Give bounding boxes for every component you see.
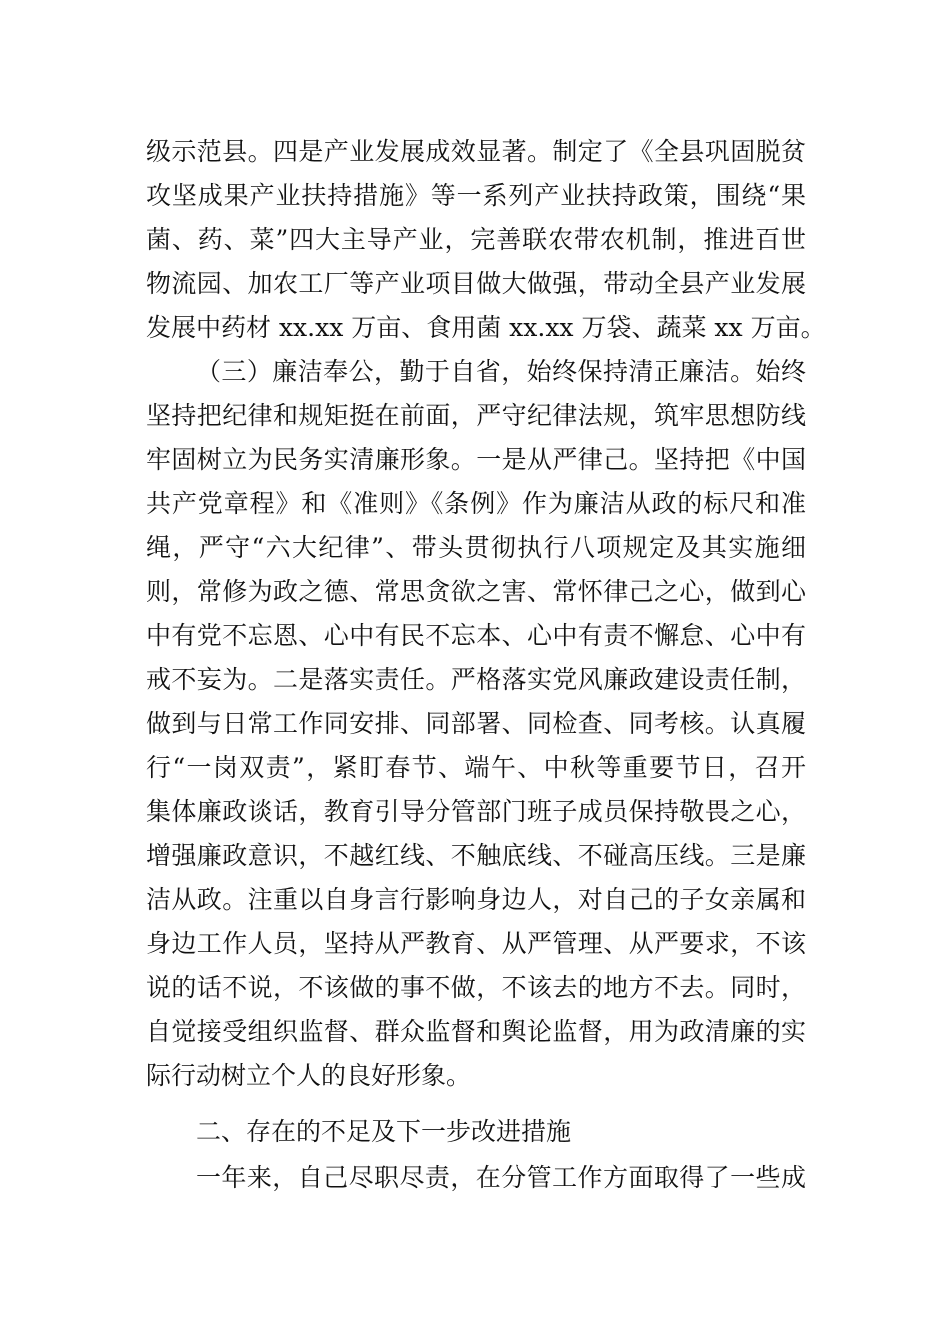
section-heading: 二、存在的不足及下一步改进措施 xyxy=(196,1117,572,1146)
paragraph-2-line-6: 则，常修为政之德、常思贪欲之害、常怀律己之心，做到心 xyxy=(146,577,806,606)
paragraph-2-line-2: 坚持把纪律和规矩挺在前面，严守纪律法规，筑牢思想防线 xyxy=(146,401,806,430)
paragraph-2-line-13: 洁从政。注重以自身言行影响身边人，对自己的子女亲属和 xyxy=(146,885,806,914)
paragraph-1-line-2: 攻坚成果产业扶持措施》等一系列产业扶持政策，围绕“果 xyxy=(146,181,806,210)
paragraph-2-line-3: 牢固树立为民务实清廉形象。一是从严律己。坚持把《中国 xyxy=(146,445,806,474)
paragraph-2-line-15: 说的话不说，不该做的事不做，不该去的地方不去。同时， xyxy=(146,973,806,1002)
paragraph-2-line-17: 际行动树立个人的良好形象。 xyxy=(146,1061,472,1090)
paragraph-2-line-9: 做到与日常工作同安排、同部署、同检查、同考核。认真履 xyxy=(146,709,806,738)
paragraph-2-line-7: 中有党不忘恩、心中有民不忘本、心中有责不懈怠、心中有 xyxy=(146,621,806,650)
paragraph-2-line-12: 增强廉政意识，不越红线、不触底线、不碰高压线。三是廉 xyxy=(146,841,806,870)
paragraph-2-line-4: 共产党章程》和《准则》《条例》作为廉洁从政的标尺和准 xyxy=(146,489,806,518)
paragraph-2-line-1: （三）廉洁奉公，勤于自省，始终保持清正廉洁。始终 xyxy=(196,357,806,386)
paragraph-2-line-5: 绳，严守“六大纪律”、带头贯彻执行八项规定及其实施细 xyxy=(146,533,806,562)
paragraph-2-line-10: 行“一岗双责”，紧盯春节、端午、中秋等重要节日，召开 xyxy=(146,753,806,782)
paragraph-2-line-11: 集体廉政谈话，教育引导分管部门班子成员保持敬畏之心， xyxy=(146,797,806,826)
paragraph-1-line-3: 菌、药、菜”四大主导产业，完善联农带农机制，推进百世 xyxy=(146,225,806,254)
paragraph-1-line-1: 级示范县。四是产业发展成效显著。制定了《全县巩固脱贫 xyxy=(146,137,806,166)
paragraph-2-line-8: 戒不妄为。二是落实责任。严格落实党风廉政建设责任制， xyxy=(146,665,806,694)
paragraph-1-line-4: 物流园、加农工厂等产业项目做大做强，带动全县产业发展 xyxy=(146,269,806,298)
paragraph-2-line-16: 自觉接受组织监督、群众监督和舆论监督，用为政清廉的实 xyxy=(146,1017,806,1046)
paragraph-1-line-5: 发展中药材 xx.xx 万亩、食用菌 xx.xx 万袋、蔬菜 xx 万亩。 xyxy=(146,313,826,342)
paragraph-2-line-14: 身边工作人员，坚持从严教育、从严管理、从严要求，不该 xyxy=(146,929,806,958)
paragraph-3-line-1: 一年来，自己尽职尽责，在分管工作方面取得了一些成 xyxy=(196,1163,806,1192)
